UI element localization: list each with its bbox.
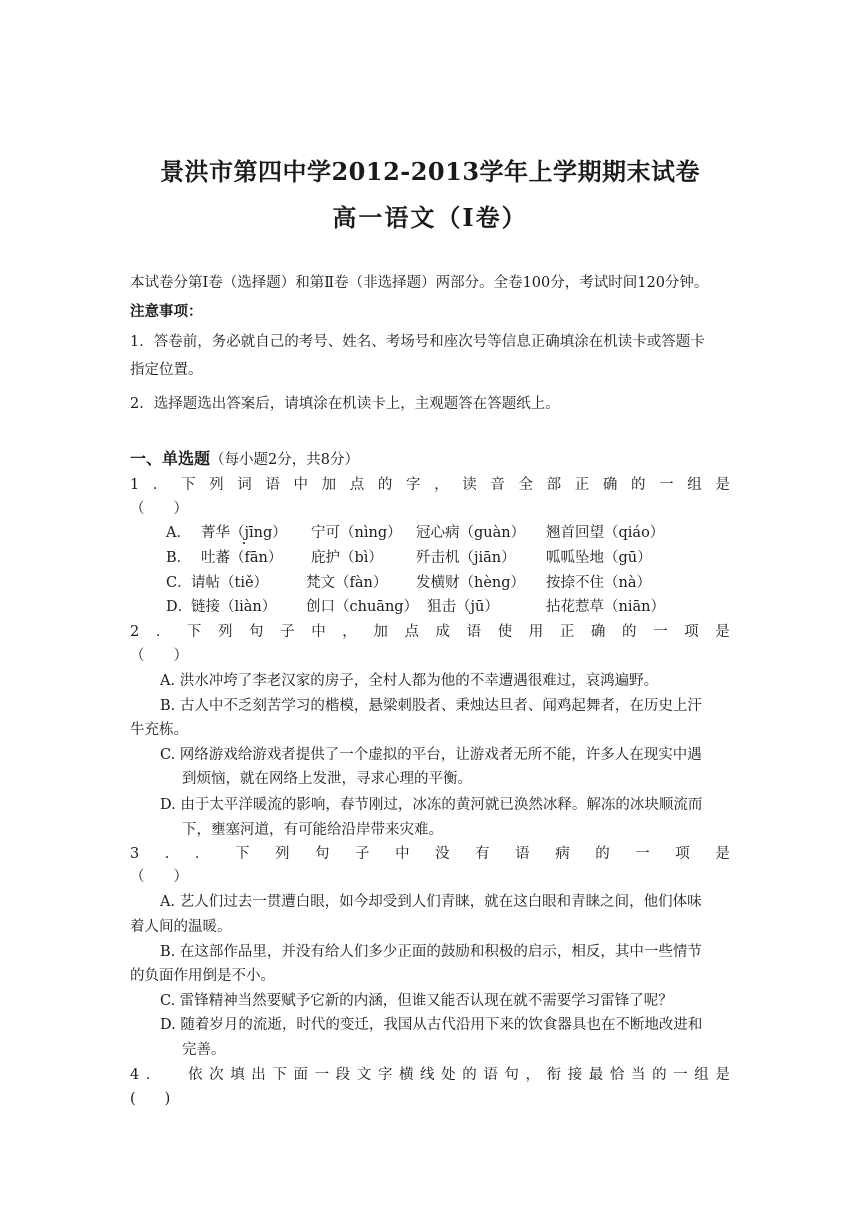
q3-option-d-line-1: D. 随着岁月的流逝，时代的变迁，我国从古代沿用下来的饮食器具也在不断地改进和 bbox=[160, 1017, 703, 1033]
q4-stem-char: 出 bbox=[251, 1067, 266, 1083]
q3-stem-char: 列 bbox=[274, 846, 290, 862]
q1-option-c-word-1: 请帖（tiě） bbox=[191, 575, 269, 591]
q1-stem bbox=[130, 475, 730, 495]
q1-a-w1: 菁华（jīng） bbox=[201, 525, 287, 541]
section-note: （每小题2分，共8分） bbox=[210, 452, 359, 468]
q2-stem-char: ． bbox=[155, 624, 171, 640]
q3-stem-char: 子 bbox=[355, 846, 370, 862]
q2-stem-char: 列 bbox=[217, 624, 233, 640]
note-2: 2．选择题选出答案后，请填涂在机读卡上，主观题答在答题纸上。 bbox=[130, 396, 560, 412]
q1-stem-char: 读 bbox=[462, 477, 477, 493]
q1-option-b-word-3: 歼击机（jiān） bbox=[416, 550, 516, 566]
q1-option-a-word-1 bbox=[201, 523, 287, 543]
q3-option-b-line-2: 的负面作用倒是不小。 bbox=[130, 968, 275, 984]
q3-option-c: C. 雷锋精神当然要赋予它新的内涵，但谁又能否认现在就不需要学习雷锋了呢？ bbox=[160, 993, 673, 1009]
q4-stem-char: 是 bbox=[715, 1067, 730, 1083]
q4-stem-char: 恰 bbox=[609, 1067, 625, 1083]
q1-paren: （ ） bbox=[130, 501, 188, 517]
q4-stem-char: 依 bbox=[188, 1067, 203, 1083]
q1-option-d-word-4: 拈花惹草（niān） bbox=[546, 599, 665, 615]
q4-stem bbox=[130, 1065, 730, 1085]
q4-stem-char: 4 bbox=[130, 1067, 140, 1083]
q2-stem-char: 2 bbox=[130, 624, 140, 640]
q1-option-b-label: B． bbox=[166, 550, 192, 566]
exam-subtitle: 高一语文（Ⅰ卷） bbox=[332, 203, 528, 232]
q1-option-d-word-2: 创口（chuāng） bbox=[306, 599, 419, 615]
q1-option-d-word-1: 链接（liàn） bbox=[191, 599, 277, 615]
q1-stem-char: 是 bbox=[715, 477, 730, 493]
q2-paren: （ ） bbox=[130, 648, 188, 664]
q1-option-a-word-4: 翘首回望（qiáo） bbox=[546, 525, 665, 541]
q3-option-a-line-2: 着人间的温暖。 bbox=[130, 919, 232, 935]
q2-stem-char: 的 bbox=[621, 624, 637, 640]
q4-stem-char: 的 bbox=[652, 1067, 667, 1083]
q1-stem-char: 词 bbox=[237, 477, 252, 493]
q3-stem-char: . bbox=[164, 846, 170, 862]
q1-option-b-word-4: 呱呱坠地（gū） bbox=[546, 550, 652, 566]
q3-paren: （ ） bbox=[130, 869, 188, 885]
section-heading bbox=[130, 449, 730, 470]
q1-stem-char: 语 bbox=[265, 477, 280, 493]
q1-option-c-word-4: 按捺不住（nà） bbox=[546, 575, 651, 591]
q3-stem bbox=[130, 844, 730, 864]
q4-stem-char: 句 bbox=[504, 1067, 519, 1083]
q3-stem-row bbox=[130, 844, 730, 864]
q2-stem-char: ， bbox=[342, 624, 357, 640]
q4-stem-char: 横 bbox=[398, 1067, 414, 1083]
q4-stem-char: 填 bbox=[230, 1067, 245, 1083]
q2-stem-row bbox=[130, 622, 730, 642]
q3-stem-char: 有 bbox=[475, 846, 490, 862]
q4-stem-char: 的 bbox=[462, 1067, 477, 1083]
q1-stem-char: 点 bbox=[349, 477, 365, 493]
q2-stem-char: 成 bbox=[435, 624, 451, 640]
q4-stem-char: 下 bbox=[272, 1067, 287, 1083]
q4-stem-char: 段 bbox=[335, 1067, 351, 1083]
q1-stem-char: 部 bbox=[546, 477, 562, 493]
q4-stem-char: 文 bbox=[356, 1067, 372, 1083]
q2-option-b-line-1: B. 古人中不乏刻苦学习的楷模，悬梁刺股者、秉烛达旦者、闻鸡起舞者，在历史上汗 bbox=[160, 698, 702, 714]
q3-stem-char: ． bbox=[194, 846, 210, 862]
q3-stem-char: 病 bbox=[555, 846, 570, 862]
q2-stem-char: 中 bbox=[311, 624, 326, 640]
note-1-line-1: 1．答卷前，务必就自己的考号、姓名、考场号和座次号等信息正确填涂在机读卡或答题卡 bbox=[130, 334, 705, 350]
q4-stem-row bbox=[130, 1065, 730, 1085]
exam-title: 景洪市第四中学2012-2013学年上学期期末试卷 bbox=[159, 157, 701, 186]
q4-stem-char: 当 bbox=[630, 1067, 646, 1083]
q1-option-d-word-3: 狙击（jū） bbox=[427, 599, 499, 615]
q2-option-a: A. 洪水冲垮了李老汉家的房子，全村人都为他的不幸遭遇很难过，哀鸿遍野。 bbox=[160, 673, 659, 689]
q4-stem-char: 次 bbox=[209, 1067, 224, 1083]
q4-stem-char: 接 bbox=[567, 1067, 583, 1083]
q2-option-b-line-2: 牛充栋。 bbox=[130, 722, 188, 738]
q3-option-a-line-1: A. 艺人们过去一贯遭白眼，如今却受到人们青睐，就在这白眼和青睐之间，他们体味 bbox=[160, 894, 702, 910]
note-1-line-2: 指定位置。 bbox=[130, 362, 203, 378]
q3-stem-char: 是 bbox=[715, 846, 730, 862]
q1-option-a-word-2: 宁可（nìng） bbox=[311, 525, 402, 541]
q1-stem-char: 的 bbox=[377, 477, 393, 493]
q3-stem-char: 语 bbox=[515, 846, 530, 862]
q2-stem-char: 加 bbox=[373, 624, 388, 640]
q3-stem-char: 项 bbox=[675, 846, 690, 862]
q2-stem-char: 项 bbox=[684, 624, 699, 640]
q1-stem-char: 确 bbox=[602, 477, 618, 493]
intro-text: 本试卷分第Ⅰ卷（选择题）和第Ⅱ卷（非选择题）两部分。全卷100分，考试时间120分钟。 bbox=[130, 275, 709, 291]
q3-stem-char: 中 bbox=[395, 846, 410, 862]
q3-stem-char: 下 bbox=[234, 846, 250, 862]
q1-stem-char: 中 bbox=[293, 477, 308, 493]
q1-stem-char: 下 bbox=[180, 477, 196, 493]
q1-option-c-word-2: 梵文（fàn） bbox=[306, 575, 388, 591]
q2-stem-char: 子 bbox=[280, 624, 295, 640]
q1-stem-char: 加 bbox=[321, 477, 337, 493]
q1-stem-char: 一 bbox=[659, 477, 674, 493]
q4-paren: ( ) bbox=[130, 1091, 171, 1107]
q1-option-c-label: C． bbox=[166, 575, 192, 591]
q4-stem-char: ， bbox=[525, 1067, 541, 1083]
q1-stem-char: 音 bbox=[490, 477, 505, 493]
q4-stem-char: 组 bbox=[694, 1067, 709, 1083]
q1-option-d-label: D． bbox=[166, 599, 193, 615]
q4-stem-char: 处 bbox=[441, 1067, 456, 1083]
q1-stem-char: 正 bbox=[574, 477, 590, 493]
q1-stem-row bbox=[130, 475, 730, 495]
q3-stem-char: 一 bbox=[635, 846, 650, 862]
q4-stem-char: 语 bbox=[483, 1067, 498, 1083]
q4-stem-char: 衔 bbox=[546, 1067, 562, 1083]
q3-option-b-line-1: B. 在这部作品里，并没有给人们多少正面的鼓励和积极的启示，相反，其中一些情节 bbox=[160, 944, 702, 960]
q2-option-d-line-2: 下，壅塞河道，有可能给沿岸带来灾难。 bbox=[182, 822, 443, 838]
q4-stem-char: ． bbox=[145, 1067, 161, 1083]
q2-stem bbox=[130, 622, 730, 642]
q1-stem-char: 组 bbox=[687, 477, 702, 493]
q1-stem-char: 全 bbox=[518, 477, 533, 493]
q3-stem-char: 没 bbox=[435, 846, 450, 862]
q2-stem-char: 用 bbox=[528, 624, 544, 640]
q3-option-d-line-2: 完善。 bbox=[182, 1042, 226, 1058]
q1-stem-char: 的 bbox=[630, 477, 646, 493]
q4-stem-char: 字 bbox=[377, 1067, 393, 1083]
q1-option-b-word-2: 庇护（bì） bbox=[311, 550, 383, 566]
q4-stem-char: 面 bbox=[293, 1067, 308, 1083]
q4-stem-char: 最 bbox=[588, 1067, 604, 1083]
q1-option-c-word-3: 发横财（hèng） bbox=[416, 575, 526, 591]
q2-option-c-line-2: 到烦恼，就在网络上发泄，寻求心理的平衡。 bbox=[182, 771, 472, 787]
q1-option-a-label: A． bbox=[166, 525, 191, 541]
q2-stem-char: 确 bbox=[590, 624, 606, 640]
q2-stem-char: 下 bbox=[186, 624, 202, 640]
q2-stem-char: 是 bbox=[715, 624, 730, 640]
q2-stem-char: 一 bbox=[653, 624, 668, 640]
notes-heading: 注意事项： bbox=[130, 303, 203, 320]
section-title: 一、单选题 bbox=[130, 449, 211, 468]
q3-stem-char: 3 bbox=[130, 846, 140, 862]
q4-stem-char: 一 bbox=[673, 1067, 688, 1083]
q2-stem-char: 句 bbox=[249, 624, 264, 640]
q2-option-d-line-1: D. 由于太平洋暖流的影响，春节刚过，冰冻的黄河就已涣然冰释。解冻的冰块顺流而 bbox=[160, 797, 703, 813]
q1-stem-char: 1 bbox=[130, 477, 140, 493]
q1-option-b-word-1: 吐蕃（fān） bbox=[201, 550, 283, 566]
q3-stem-char: 句 bbox=[315, 846, 330, 862]
q2-stem-char: 正 bbox=[559, 624, 575, 640]
q2-stem-char: 语 bbox=[466, 624, 482, 640]
q1-option-a-word-3: 冠心病（guàn） bbox=[416, 525, 526, 541]
q3-stem-char: 的 bbox=[595, 846, 610, 862]
q4-stem-char: 线 bbox=[420, 1067, 435, 1083]
q1-stem-char: ， bbox=[434, 477, 449, 493]
q1-stem-char: 列 bbox=[209, 477, 224, 493]
q1-stem-char: 字 bbox=[405, 477, 421, 493]
q2-stem-char: 使 bbox=[497, 624, 513, 640]
q4-stem-char bbox=[167, 1065, 182, 1085]
q4-stem-char: 一 bbox=[314, 1067, 330, 1083]
q1-stem-char: ． bbox=[152, 477, 168, 493]
q2-stem-char: 点 bbox=[404, 624, 419, 640]
q2-option-c-line-1: C. 网络游戏给游戏者提供了一个虚拟的平台，让游戏者无所不能，许多人在现实中遇 bbox=[160, 747, 702, 763]
